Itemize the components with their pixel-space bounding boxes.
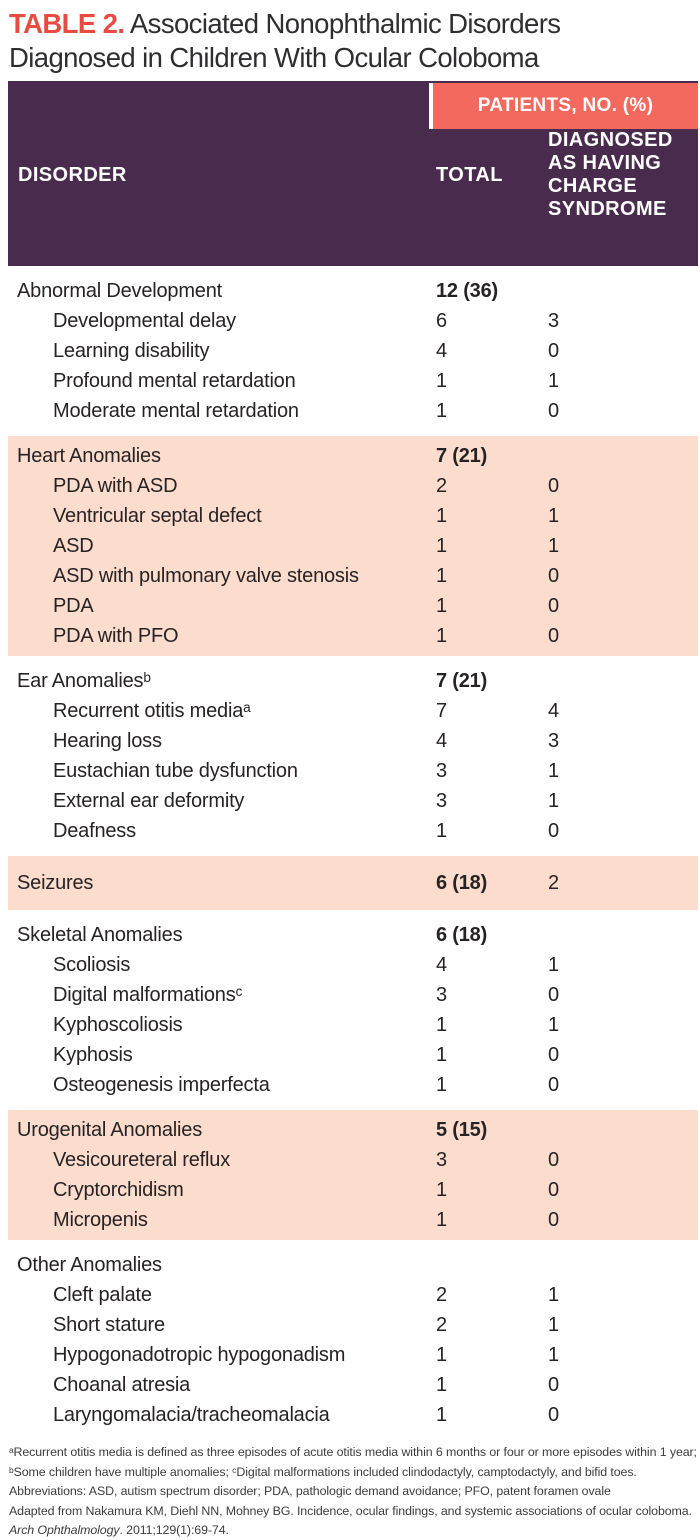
row-total: 4	[436, 339, 447, 362]
row-label: Heart Anomalies	[17, 444, 161, 467]
row-total: 6 (18)	[436, 923, 488, 946]
section-header-row	[8, 666, 698, 696]
row-total: 1	[436, 1343, 447, 1366]
patients-banner-label: PATIENTS, NO. (%)	[477, 95, 654, 116]
row-total: 1	[436, 1043, 447, 1066]
footnote-citation	[9, 1502, 697, 1540]
row-label: Learning disability	[53, 339, 210, 362]
row-charge: 1	[548, 1343, 559, 1366]
row-total: 3	[436, 983, 447, 1006]
row-label: PDA with PFO	[53, 624, 179, 647]
table-row	[8, 696, 698, 726]
row-charge: 1	[548, 1283, 559, 1306]
row-charge: 3	[548, 729, 559, 752]
footnotes	[9, 1443, 697, 1540]
row-total: 7 (21)	[436, 669, 488, 692]
row-total: 3	[436, 1148, 447, 1171]
row-total: 1	[436, 1208, 447, 1231]
section-header-row	[8, 441, 698, 471]
row-total: 1	[436, 564, 447, 587]
table-row	[8, 561, 698, 591]
row-label: Vesicoureteral reflux	[53, 1148, 231, 1171]
section-urogenital-anomalies	[8, 1110, 698, 1240]
row-label: Seizures	[17, 871, 94, 894]
row-charge: 0	[548, 1373, 559, 1396]
table-row	[8, 1010, 698, 1040]
row-charge: 1	[548, 1313, 559, 1336]
row-label: ASD with pulmonary valve stenosis	[53, 564, 359, 587]
table-row	[8, 1175, 698, 1205]
row-label: Laryngomalacia/tracheomalacia	[53, 1403, 330, 1426]
disorders-table	[8, 81, 698, 1430]
footnote-definitions: ᵃRecurrent otitis media is defined as three episodes of acute otitis media within 6 months or four or more episodes within 1 year; ᵇSome children have multiple anomalies; ᶜDigital malformations included clindodactyly, camptodactyly, and bifid toes.	[9, 1445, 697, 1479]
row-label: Hypogonadotropic hypogonadism	[53, 1343, 346, 1366]
table-row	[8, 591, 698, 621]
row-charge: 1	[548, 1013, 559, 1036]
citation-text: Adapted from Nakamura KM, Diehl NN, Mohney BG. Incidence, ocular findings, and systemic associations of ocular coloboma.	[9, 1503, 692, 1518]
row-total: 1	[436, 399, 447, 422]
table-title-tag: TABLE 2.	[9, 8, 125, 39]
patients-banner	[429, 83, 698, 129]
row-total: 2	[436, 1283, 447, 1306]
row-total: 1	[436, 534, 447, 557]
table-row	[8, 366, 698, 396]
table-row	[8, 471, 698, 501]
row-charge: 4	[548, 699, 559, 722]
table-row	[8, 1070, 698, 1100]
row-total: 1	[436, 1013, 447, 1036]
row-label: Choanal atresia	[53, 1373, 191, 1396]
section-heart-anomalies	[8, 436, 698, 656]
section-header-row	[8, 1250, 698, 1280]
row-label: Kyphoscoliosis	[53, 1013, 183, 1036]
row-label: Hearing loss	[53, 729, 162, 752]
row-charge: 0	[548, 819, 559, 842]
section-skeletal-anomalies	[8, 920, 698, 1100]
row-label: Moderate mental retardation	[53, 399, 299, 422]
row-total: 1	[436, 819, 447, 842]
row-total: 4	[436, 729, 447, 752]
table-row	[8, 306, 698, 336]
table-row	[8, 1145, 698, 1175]
row-charge: 0	[548, 1208, 559, 1231]
table-row	[8, 726, 698, 756]
row-label: Cleft palate	[53, 1283, 152, 1306]
row-label: External ear deformity	[53, 789, 245, 812]
table-row	[8, 1205, 698, 1235]
row-total: 1	[436, 1373, 447, 1396]
row-label: Other Anomalies	[17, 1253, 162, 1276]
table-row	[8, 756, 698, 786]
table-row	[8, 816, 698, 846]
row-label: ASD	[53, 534, 94, 557]
row-charge: 0	[548, 624, 559, 647]
row-label: Urogenital Anomalies	[17, 1118, 202, 1141]
table-body	[8, 276, 698, 1430]
table-row	[8, 1280, 698, 1310]
citation-suffix: . 2011;129(1):69-74.	[119, 1523, 229, 1537]
row-charge: 1	[548, 789, 559, 812]
row-total: 2	[436, 474, 447, 497]
row-total: 1	[436, 1073, 447, 1096]
row-total: 1	[436, 594, 447, 617]
row-label: Kyphosis	[53, 1043, 133, 1066]
row-label: Deafness	[53, 819, 136, 842]
row-charge: 0	[548, 594, 559, 617]
row-total: 7	[436, 699, 447, 722]
row-label: Developmental delay	[53, 309, 236, 332]
row-total: 1	[436, 369, 447, 392]
row-charge: 0	[548, 1043, 559, 1066]
table-row	[8, 396, 698, 426]
table-row	[8, 786, 698, 816]
section-header-row	[8, 1115, 698, 1145]
footnote-abbreviations: Abbreviations: ASD, autism spectrum disorder; PDA, pathologic demand avoidance; PFO, patent foramen ovale	[9, 1484, 611, 1498]
row-label: Ear Anomaliesᵇ	[17, 669, 151, 692]
table-row	[8, 621, 698, 651]
row-label: Scoliosis	[53, 953, 131, 976]
table-header	[8, 81, 698, 266]
row-charge: 1	[548, 504, 559, 527]
row-charge: 3	[548, 309, 559, 332]
section-other-anomalies	[8, 1250, 698, 1430]
row-label: Profound mental retardation	[53, 369, 296, 392]
column-header-charge: DIAGNOSED AS HAVING CHARGE SYNDROME	[548, 129, 673, 220]
row-charge: 0	[548, 1148, 559, 1171]
table-row	[8, 980, 698, 1010]
row-total: 7 (21)	[436, 444, 488, 467]
table-row	[8, 501, 698, 531]
table-row	[8, 1400, 698, 1430]
table-row	[8, 1340, 698, 1370]
section-abnormal-development	[8, 276, 698, 426]
row-label: Recurrent otitis mediaᵃ	[53, 699, 251, 722]
row-total: 1	[436, 1178, 447, 1201]
row-charge: 0	[548, 474, 559, 497]
section-header-row	[8, 868, 698, 898]
row-label: PDA with ASD	[53, 474, 178, 497]
row-total: 3	[436, 759, 447, 782]
row-charge: 2	[548, 871, 559, 894]
table-row	[8, 1040, 698, 1070]
row-total: 4	[436, 953, 447, 976]
table-row	[8, 950, 698, 980]
row-charge: 0	[548, 1403, 559, 1426]
row-label: Abnormal Development	[17, 279, 222, 302]
table-row	[8, 1310, 698, 1340]
row-charge: 1	[548, 953, 559, 976]
column-header-disorder: DISORDER	[18, 163, 127, 186]
row-total: 1	[436, 504, 447, 527]
row-total: 6	[436, 309, 447, 332]
section-seizures	[8, 856, 698, 910]
row-total: 12 (36)	[436, 279, 498, 302]
row-total: 1	[436, 624, 447, 647]
row-label: Digital malformationsᶜ	[53, 983, 243, 1006]
row-label: Ventricular septal defect	[53, 504, 262, 527]
row-label: Cryptorchidism	[53, 1178, 184, 1201]
row-label: PDA	[53, 594, 94, 617]
row-total: 3	[436, 789, 447, 812]
row-charge: 0	[548, 399, 559, 422]
table-row	[8, 1370, 698, 1400]
row-charge: 0	[548, 1073, 559, 1096]
table-row	[8, 531, 698, 561]
row-charge: 1	[548, 759, 559, 782]
row-label: Osteogenesis imperfecta	[53, 1073, 270, 1096]
row-charge: 0	[548, 983, 559, 1006]
table-title-text: Associated Nonophthalmic Disorders Diagnosed in Children With Ocular Coloboma	[9, 8, 561, 73]
row-charge: 0	[548, 1178, 559, 1201]
row-total: 6 (18)	[436, 871, 488, 894]
row-charge: 0	[548, 339, 559, 362]
column-header-total: TOTAL	[436, 163, 503, 186]
citation-journal: Arch Ophthalmology	[9, 1523, 120, 1537]
row-total: 1	[436, 1403, 447, 1426]
row-label: Micropenis	[53, 1208, 148, 1231]
row-label: Eustachian tube dysfunction	[53, 759, 298, 782]
row-total: 5 (15)	[436, 1118, 488, 1141]
section-header-row	[8, 276, 698, 306]
table-row	[8, 336, 698, 366]
row-label: Short stature	[53, 1313, 165, 1336]
row-charge: 0	[548, 564, 559, 587]
section-header-row	[8, 920, 698, 950]
row-charge: 1	[548, 534, 559, 557]
row-label: Skeletal Anomalies	[17, 923, 183, 946]
table-title	[9, 7, 673, 75]
row-total: 2	[436, 1313, 447, 1336]
row-charge: 1	[548, 369, 559, 392]
section-ear-anomalies	[8, 666, 698, 846]
